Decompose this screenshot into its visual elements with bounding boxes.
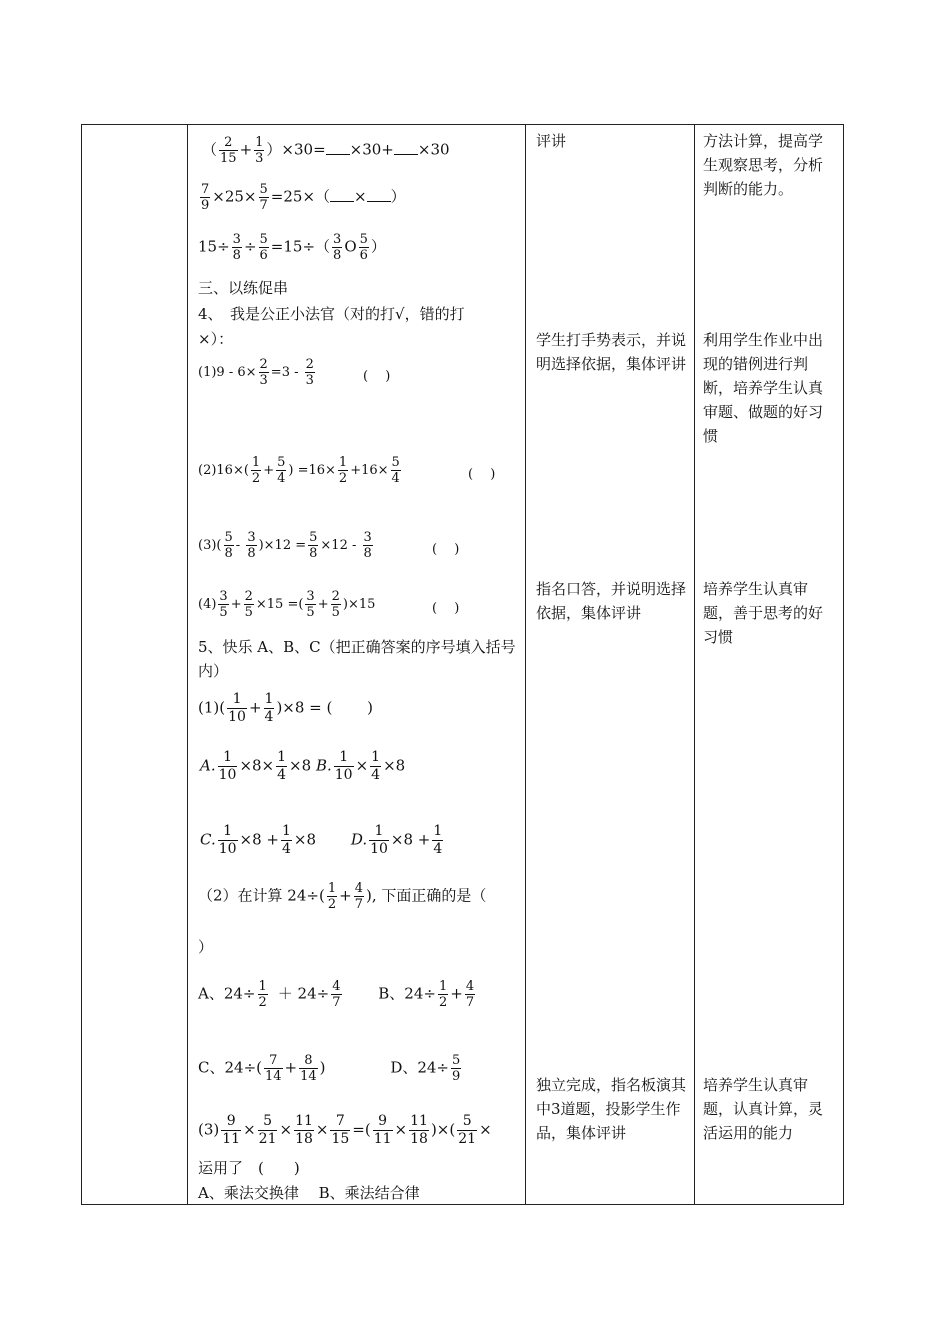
q4-item-2: (2)16×( $\frac{1}{2}$ + $\frac{5}{4}$ ) =16× $\frac{1}{2}$ +16× $\frac{5}{4}$ [198,455,400,486]
formula-line-2: $\frac{7}{9}$ ×25× $\frac{5}{7}$ =25×（ × ） [201,182,406,213]
activity-note-2: 学生打手势表示，并说明选择依据，集体评讲 [536,331,687,373]
q5-item-2-options-ab: A、24÷ $\frac{1}{2}$ ＋ 24÷ $\frac{4}{7}$ B、24÷ $\frac{1}{2}$ + $\frac{4}{7}$ [198,979,475,1010]
purpose-note-3: 培养学生认真审题，善于思考的好习惯 [703,580,824,646]
q4-item-1-paren: ( ) [363,369,391,384]
stage-column-cell [82,125,188,1205]
answer-blank [394,140,418,155]
question-5-title-cont: 内） [198,662,229,680]
purpose-note-1: 方法计算，提高学生观察思考，分析判断的能力。 [703,132,824,198]
purpose-column-cell [695,125,844,1205]
q4-item-3: (3)( $\frac{5}{8}$ - $\frac{3}{8}$ )×12 = $\frac{5}{8}$ ×12 - $\frac{3}{8}$ [198,530,372,561]
purpose-note-4: 培养学生认真审题，认真计算，灵活运用的能力 [703,1076,824,1142]
q5-item-1: (1)( $\frac{1}{10}$ + $\frac{1}{4}$ )×8 = ( ) [198,691,373,725]
q4-item-3-paren: ( ) [432,542,460,557]
q5-item-2: （2）在计算 24÷( $\frac{1}{2}$ + $\frac{4}{7}$ ), 下面正确的是（ [198,881,487,912]
q5-item-3: (3) $\frac{9}{11}$ × $\frac{5}{21}$ × $\frac{11}{18}$ × $\frac{7}{15}$ =( $\frac{9}{11}$ × $\frac{11}{18}$ )×( $\frac{5}{21}$ × [198,1113,492,1147]
answer-blank [367,187,391,202]
question-4-title: 4、 我是公正小法官（对的打√，错的打 [198,305,465,323]
q5-item-1-options-cd: C. $\frac{1}{10}$ ×8 + $\frac{1}{4}$ ×8 D. $\frac{1}{10}$ ×8 + $\frac{1}{4}$ [200,823,443,857]
activity-column-cell [526,125,695,1205]
activity-note-1: 评讲 [536,132,567,150]
q4-item-1: (1)9 - 6× $\frac{2}{3}$ =3 - $\frac{2}{3}$ [198,357,314,388]
lesson-plan-table [81,124,844,1205]
q4-item-4: (4) $\frac{3}{5}$ + $\frac{2}{5}$ ×15 =( $\frac{3}{5}$ + $\frac{2}{5}$ )×15 [198,589,376,620]
formula-line-1: （ $\frac{2}{15}$ + $\frac{1}{3}$ ）×30= ×30+ ×30 [202,135,450,166]
question-5-title: 5、快乐 A、B、C（把正确答案的序号填入括号 [198,638,516,656]
formula-line-3: 15÷ $\frac{3}{8}$ ÷ $\frac{5}{6}$ =15÷（ $\frac{3}{8}$ O $\frac{5}{6}$ ） [198,232,386,263]
question-4-title-cont: ×）： [198,330,234,348]
q5-item-3-used: 运用了 ( ) [198,1159,300,1177]
answer-blank [326,140,350,155]
content-column-cell [188,125,526,1205]
q5-item-2-close: ） [198,938,214,956]
q4-item-4-paren: ( ) [432,601,460,616]
section-heading: 三、以练促串 [198,279,289,297]
answer-blank [330,187,354,202]
q5-item-3-options: A、乘法交换律 B、乘法结合律 [198,1184,420,1202]
activity-note-4: 独立完成，指名板演其中3道题，投影学生作品，集体评讲 [536,1076,687,1142]
q4-item-2-paren: ( ) [468,467,496,482]
activity-note-3: 指名口答，并说明选择依据，集体评讲 [536,580,687,622]
q5-item-2-options-cd: C、24÷( $\frac{7}{14}$ + $\frac{8}{14}$ ) D、24÷ $\frac{5}{9}$ [198,1053,461,1084]
purpose-note-2: 利用学生作业中出现的错例进行判断，培养学生认真审题、做题的好习惯 [703,331,824,445]
q5-item-1-options-ab: A. $\frac{1}{10}$ ×8× $\frac{1}{4}$ ×8 B. $\frac{1}{10}$ × $\frac{1}{4}$ ×8 [200,749,406,783]
